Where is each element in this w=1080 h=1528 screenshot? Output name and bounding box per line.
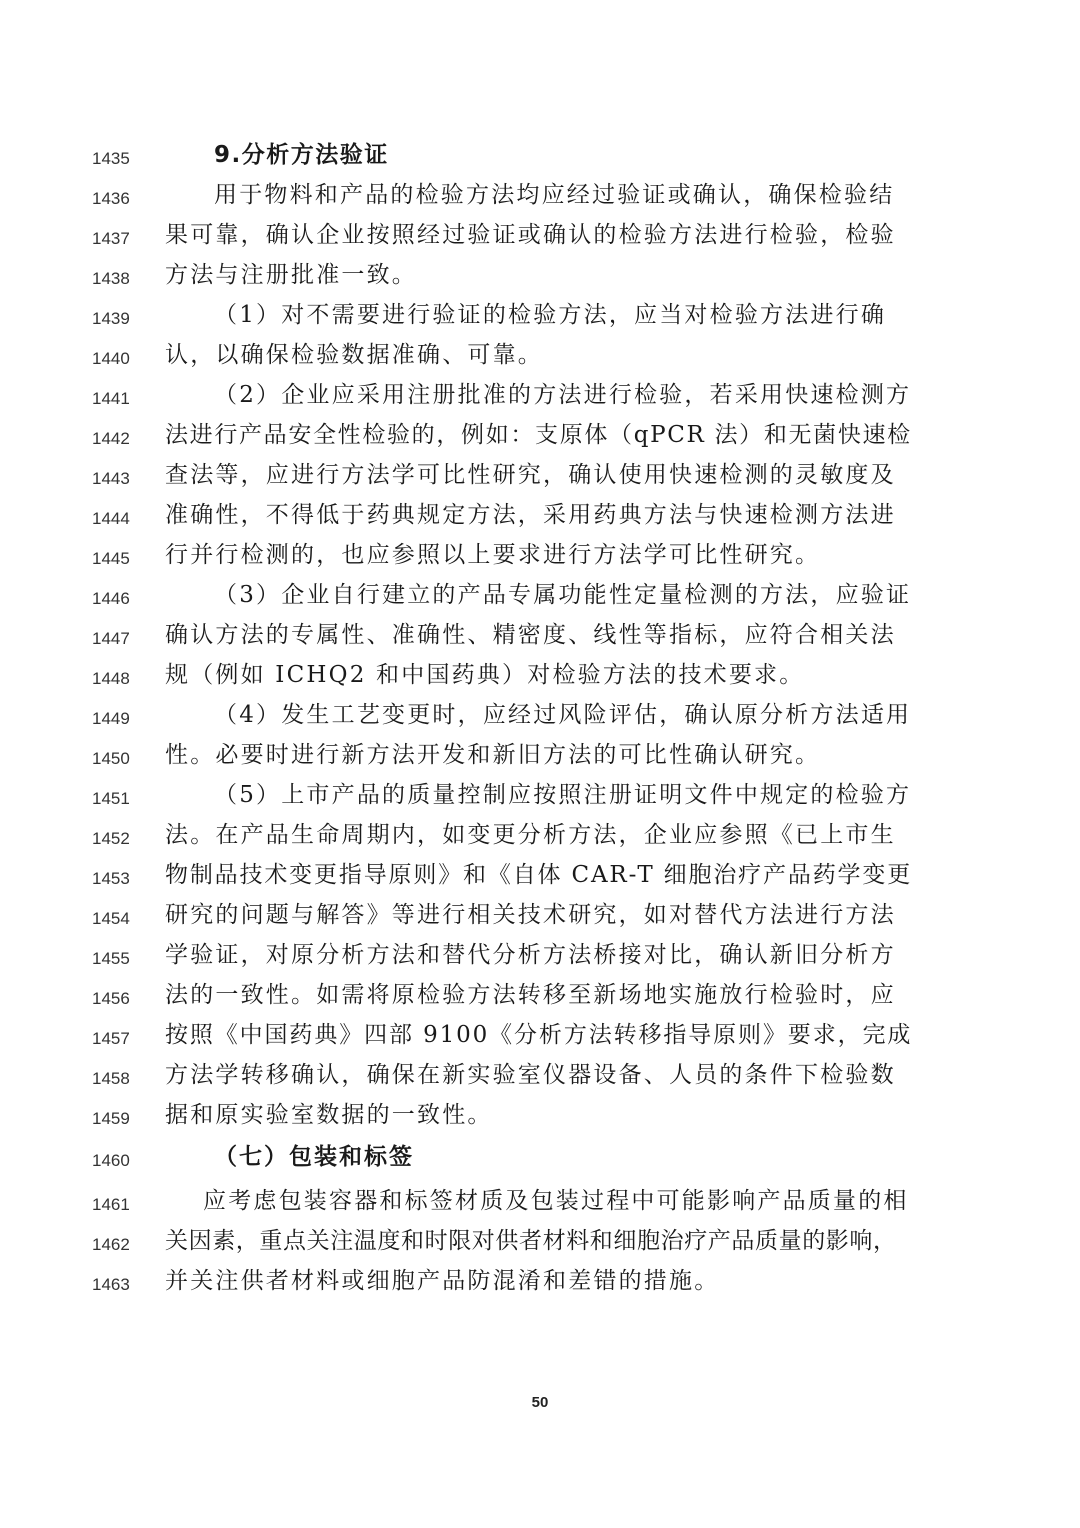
line-number: 1460: [92, 1151, 130, 1170]
paragraph-text: 按照《中国药典》四部 9100《分析方法转移指导原则》要求，完成: [165, 1022, 913, 1048]
paragraph-text: 方法与注册批准一致。: [165, 262, 417, 288]
line-number: 1456: [92, 989, 130, 1008]
paragraph-text: 研究的问题与解答》等进行相关技术研究，如对替代方法进行方法: [165, 902, 896, 928]
line-1441: [0, 375, 1080, 415]
line-number: 1439: [92, 309, 130, 328]
line-1446: [0, 575, 1080, 615]
line-1445: [0, 535, 1080, 575]
line-number: 1444: [92, 509, 130, 528]
line-number: 1437: [92, 229, 130, 248]
line-1454: [0, 895, 1080, 935]
line-1439: [0, 295, 1080, 335]
line-number: 1435: [92, 149, 130, 168]
paragraph-text: （5）上市产品的质量控制应按照注册证明文件中规定的检验方: [214, 782, 912, 808]
line-1440: [0, 335, 1080, 375]
paragraph-text: 用于物料和产品的检验方法均应经过验证或确认，确保检验结: [214, 182, 895, 208]
line-1457: [0, 1015, 1080, 1055]
line-1438: [0, 255, 1080, 295]
line-1447: [0, 615, 1080, 655]
line-number: 1447: [92, 629, 130, 648]
paragraph-text: 行并行检测的，也应参照以上要求进行方法学可比性研究。: [165, 542, 821, 568]
paragraph-text: 法。在产品生命周期内，如变更分析方法，企业应参照《已上市生: [165, 822, 896, 848]
line-1455: [0, 935, 1080, 975]
line-1437: [0, 215, 1080, 255]
line-1460: [0, 1137, 1080, 1177]
paragraph-text: 规（例如 ICHQ2 和中国药典）对检验方法的技术要求。: [165, 662, 805, 688]
paragraph-text: 学验证，对原分析方法和替代分析方法桥接对比，确认新旧分析方: [165, 942, 896, 968]
line-1450: [0, 735, 1080, 775]
paragraph-text: 法的一致性。如需将原检验方法转移至新场地实施放行检验时，应: [165, 982, 896, 1008]
line-1443: [0, 455, 1080, 495]
line-1453: [0, 855, 1080, 895]
line-1444: [0, 495, 1080, 535]
line-number: 1458: [92, 1069, 130, 1088]
line-number: 1450: [92, 749, 130, 768]
line-1456: [0, 975, 1080, 1015]
line-1463: [0, 1261, 1080, 1301]
line-number: 1462: [92, 1235, 130, 1254]
paragraph-text: （4）发生工艺变更时，应经过风险评估，确认原分析方法适用: [214, 702, 912, 728]
line-1462: [0, 1221, 1080, 1261]
paragraph-text: 物制品技术变更指导原则》和《自体 CAR-T 细胞治疗产品药学变更: [165, 862, 913, 888]
line-number: 1440: [92, 349, 130, 368]
line-1442: [0, 415, 1080, 455]
line-number: 1445: [92, 549, 130, 568]
line-number: 1453: [92, 869, 130, 888]
page-number: 50: [531, 1394, 549, 1411]
subsection-heading: （七）包装和标签: [214, 1143, 414, 1170]
paragraph-text: 应考虑包装容器和标签材质及包装过程中可能影响产品质量的相: [203, 1188, 909, 1214]
paragraph-text: 准确性，不得低于药典规定方法，采用药典方法与快速检测方法进: [165, 502, 896, 528]
line-number: 1459: [92, 1109, 130, 1128]
line-number: 1451: [92, 789, 130, 808]
section-heading: 9.分析方法验证: [214, 142, 389, 168]
paragraph-text: 并关注供者材料或细胞产品防混淆和差错的措施。: [165, 1268, 720, 1294]
line-number: 1446: [92, 589, 130, 608]
paragraph-text: 果可靠，确认企业按照经过验证或确认的检验方法进行检验，检验: [165, 222, 896, 248]
line-number: 1454: [92, 909, 130, 928]
line-1435: [0, 135, 1080, 175]
line-1461: [0, 1181, 1080, 1221]
paragraph-text: 确认方法的专属性、准确性、精密度、线性等指标，应符合相关法: [165, 622, 896, 648]
paragraph-text: 方法学转移确认，确保在新实验室仪器设备、人员的条件下检验数: [165, 1062, 896, 1088]
paragraph-text: 认，以确保检验数据准确、可靠。: [165, 342, 543, 368]
line-number: 1449: [92, 709, 130, 728]
line-number: 1436: [92, 189, 130, 208]
line-number: 1441: [92, 389, 130, 408]
paragraph-text: （2）企业应采用注册批准的方法进行检验，若采用快速检测方: [214, 382, 912, 408]
line-number: 1448: [92, 669, 130, 688]
line-number: 1442: [92, 429, 130, 448]
line-1451: [0, 775, 1080, 815]
line-1459: [0, 1095, 1080, 1135]
line-1448: [0, 655, 1080, 695]
paragraph-text: （3）企业自行建立的产品专属功能性定量检测的方法，应验证: [214, 582, 912, 608]
paragraph-text: 法进行产品安全性检验的，例如：支原体（qPCR 法）和无菌快速检: [165, 422, 912, 448]
line-1449: [0, 695, 1080, 735]
line-number: 1457: [92, 1029, 130, 1048]
line-number: 1461: [92, 1195, 130, 1214]
line-number: 1438: [92, 269, 130, 288]
paragraph-text: 查法等，应进行方法学可比性研究，确认使用快速检测的灵敏度及: [165, 462, 896, 488]
line-1458: [0, 1055, 1080, 1095]
line-number: 1452: [92, 829, 130, 848]
paragraph-text: 据和原实验室数据的一致性。: [165, 1102, 493, 1128]
line-number: 1463: [92, 1275, 130, 1294]
line-number: 1455: [92, 949, 130, 968]
line-number: 1443: [92, 469, 130, 488]
paragraph-text: 关因素，重点关注温度和时限对供者材料和细胞治疗产品质量的影响，: [165, 1228, 897, 1254]
paragraph-text: （1）对不需要进行验证的检验方法，应当对检验方法进行确: [214, 302, 887, 328]
line-1452: [0, 815, 1080, 855]
line-1436: [0, 175, 1080, 215]
paragraph-text: 性。必要时进行新方法开发和新旧方法的可比性确认研究。: [165, 742, 821, 768]
